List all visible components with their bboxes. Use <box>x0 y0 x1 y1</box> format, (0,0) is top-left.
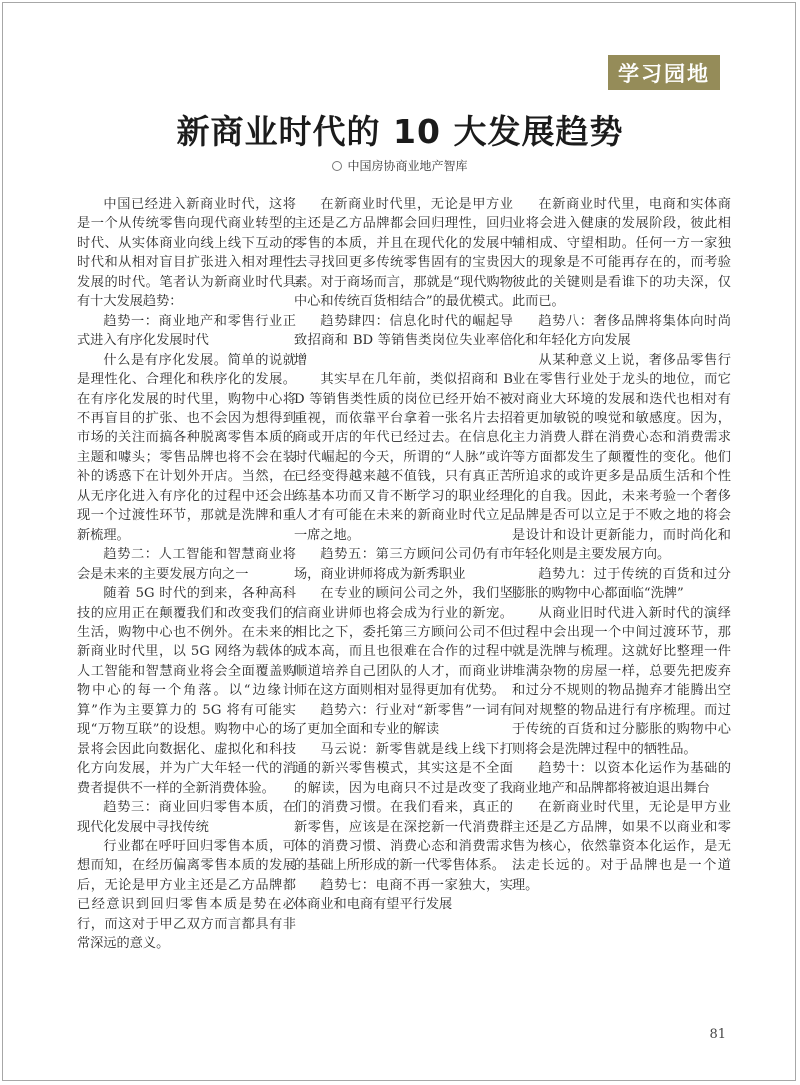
paragraph-intro: 中国已经进入新商业时代，这将是一个从传统零售向现代商业转型的时代、从实体商业向线上线下互动的时代和从相对盲目扩张进入相对理性发展的时代。笔者认为新商业时代具有十大发展趋势： <box>77 197 296 310</box>
trend-9-heading: 趋势九：过于传统的百货和过分膨胀的购物中心都面临“洗牌” <box>512 566 731 602</box>
trend-3-heading: 趋势三：商业回归零售本质，在现代化发展中寻找传统 <box>77 800 296 835</box>
article-title: 新商业时代的 10 大发展趋势 <box>176 112 624 151</box>
trend-5-heading: 趋势五：第三方顾问公司仍有市场，商业讲师将成为新秀职业 <box>294 547 513 582</box>
page-number: 81 <box>709 1027 726 1042</box>
author-name: 中国房协商业地产智库 <box>347 159 468 173</box>
text-column-1 <box>77 195 296 954</box>
paragraph: 随着 5G 时代的到来，各种高科技的应用正在颠覆我们和改变我们的生活，购物中心也不例外。在未来的新商业时代里，以 5G 网络为载体的人工智能和智慧商业将会全面覆盖购物中心的每一个角落。以“边缘计算”作为主要算力的 5G 将有可能实现“万物互联”的设想。购物中心的场景将会因此向数据化、虚拟化和科技化方向发展，并为广大年轻一代的消费者提供不一样的全新消费体验。 <box>77 586 296 796</box>
paragraph: 什么是有序化发展。简单的说就是理性化、合理化和秩序化的发展。在有序化发展的时代里，购物中心将不再盲目的扩张、也不会因为想得到市场的关注而搞各种脱离零售本质的主题和噱头；零售品牌也将不会在装补的诱惑下在计划外开店。当然，在从无序化进入有序化的过程中还会出现一个过渡性环节，那就是洗牌和重新梳理。 <box>77 352 296 543</box>
trend-1-heading: 趋势一：商业地产和零售行业正式进入有序化发展时代 <box>77 313 296 349</box>
trend-8-heading: 趋势八：奢侈品牌将集体向时尚化和年轻化方向发展 <box>512 313 731 349</box>
text-column-3 <box>512 195 731 895</box>
circle-bullet-icon <box>332 161 342 171</box>
section-badge: 学习园地 <box>608 55 720 90</box>
trend-7-heading: 趋势七：电商不再一家独大，实体商业和电商有望平行发展 <box>294 877 513 913</box>
paragraph: 在新商业时代里，电商和实体商业将会进入健康的发展阶段，彼此相辅相成、守望相助。任何一方一家独大的现象是不可能再存在的，而考验彼此的关键则是看谁下的功夫深，仅此而已。 <box>512 197 731 310</box>
paragraph: 从商业旧时代进入新时代的演绎过程中会出现一个中间过渡环节，那就是洗牌与梳理。这就好比整理一件堆满杂物的房屋一样，总要先把废弃和过分不规则的物品抛弃才能腾出空间对规整的物品进行有序梳理。而过于传统的百货和过分膨胀的购物中心则将会是洗牌过程中的牺牲品。 <box>512 605 731 757</box>
byline <box>0 157 800 174</box>
paragraph: 从某种意义上说，奢侈品零售行业在零售行业处于龙头的地位，而它对商业大环境的发展和迭代也相对有着更加敏锐的嗅觉和敏感度。因为，主力消费人群在消费心态和消费需求等方面都发生了颠覆性的变化。他们所追求的或许更多是品质生活和个性化的自我。因此，未来考验一个奢侈品牌是否可以立足于不败之地的将会是设计和设计更新能力，而时尚化和年轻化则是主要发展方向。 <box>512 352 731 563</box>
paragraph: 马云说：新零售就是线上线下打通的新兴零售模式，其实这是不全面的解读，因为电商只不过是改变了我们的消费习惯。在我们看来，真正的新零售，应该是在深挖新一代消费群体的消费习惯、消费心态和消费需求的基础上所形成的新一代零售体系。 <box>294 741 513 874</box>
paragraph: 在新商业时代里，无论是甲方业主还是乙方品牌，如果不以商业和零售为核心，依然靠资本化运作，是无法走长远的。对于品牌也是一个道理。 <box>512 800 731 893</box>
paragraph: 其实早在几年前，类似招商和 BD 等销售类性质的岗位已经开始不被重视，而依靠平台拿着一张名片去招商或开店的年代已经过去。在信息化时代崛起的今天，所谓的“人脉”或许已经变得越来越不值钱，只有真正苦练基本功而又肯不断学习的职业经理人才有可能在未来的新商业时代立足一席之地。 <box>294 372 513 543</box>
paragraph: 在专业的顾问公司之外，我们坚信商业讲师也将会成为行业的新宠。相比之下，委托第三方顾问公司不但成本高，而且也很难在合作的过程中顺道培养自己团队的人才，而商业讲师在这方面则相对显得更加有优势。 <box>294 586 513 699</box>
trend-4-heading: 趋势肆四：信息化时代的崛起导致招商和 BD 等销售类岗位失业率倍增 <box>294 313 513 368</box>
trend-2-heading: 趋势二：人工智能和智慧商业将会是未来的主要发展方向之一 <box>77 547 296 582</box>
trend-6-heading: 趋势六：行业对“新零售”一词有了更加全面和专业的解读 <box>294 702 513 738</box>
paragraph: 在新商业时代里，无论是甲方业主还是乙方品牌都会回归理性，回归零售的本质，并且在现代化的发展中去寻找回更多传统零售固有的宝贵因素。对于商场而言，那就是“现代购物中心和传统百货相结合”的最优模式。 <box>294 197 513 310</box>
trend-10-heading: 趋势十：以资本化运作为基础的商业地产和品牌都将被迫退出舞台 <box>512 761 731 796</box>
text-column-2 <box>294 195 513 915</box>
paragraph: 行业都在呼吁回归零售本质，可想而知，在经历偏离零售本质的发展后，无论是甲方业主还是乙方品牌都已经意识到回归零售本质是势在必行，而这对于甲乙双方而言都具有非常深远的意义。 <box>77 838 296 952</box>
